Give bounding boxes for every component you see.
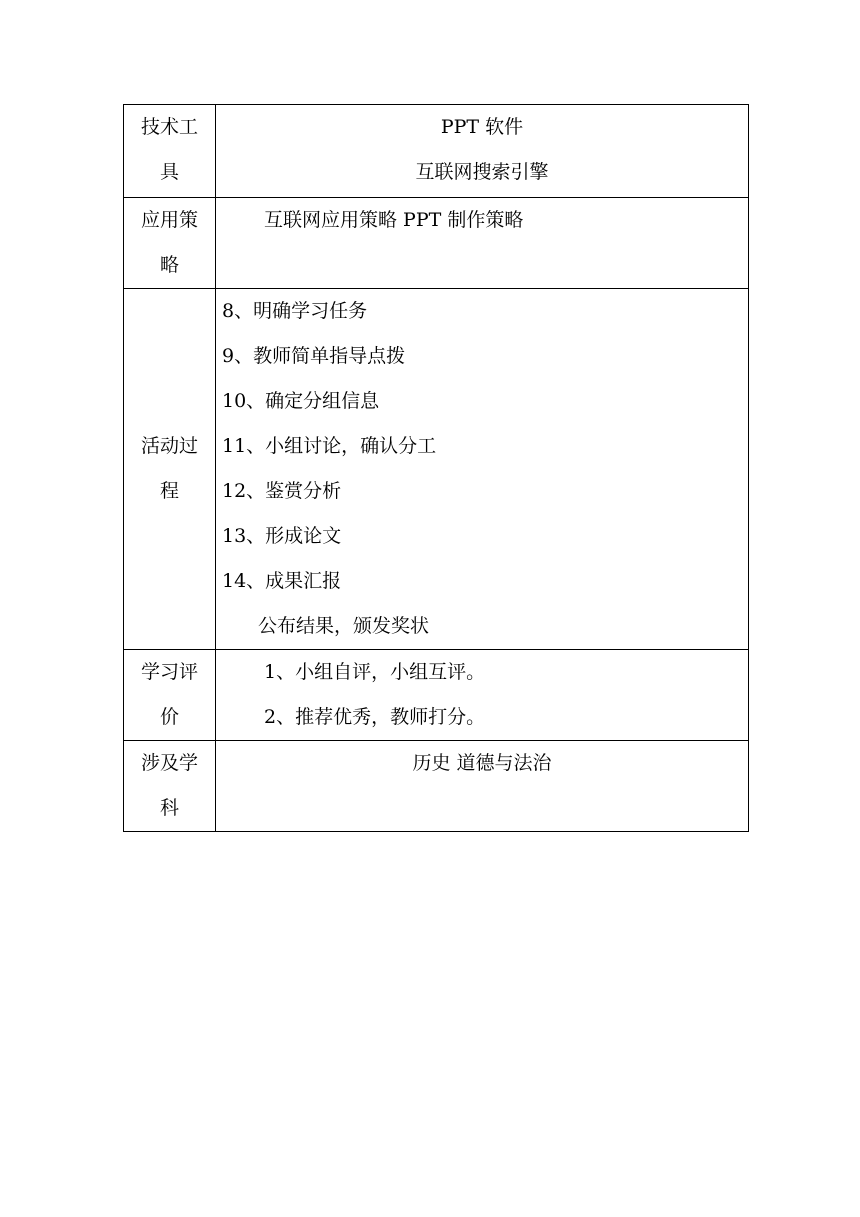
table-row-subjects (124, 741, 749, 832)
process-step: 11、小组讨论，确认分工 (222, 435, 437, 457)
row-content-cell (216, 741, 749, 832)
process-step: 10、确定分组信息 (222, 390, 380, 412)
row-label-line: 程 (159, 480, 179, 502)
row-label-line: 价 (159, 706, 179, 728)
process-step: 14、成果汇报 (222, 570, 342, 592)
process-step: 公布结果，颁发奖状 (258, 615, 430, 637)
row-label-line: 涉及学 (140, 752, 198, 774)
row-label-cell (124, 198, 216, 289)
row-label-line: 略 (159, 254, 179, 276)
lesson-plan-table (123, 104, 749, 832)
row-label-cell (124, 289, 216, 650)
row-content-cell (216, 105, 749, 198)
process-step: 13、形成论文 (222, 525, 342, 547)
row-content-cell (216, 198, 749, 289)
evaluation-item: 2、推荐优秀，教师打分。 (264, 706, 486, 728)
row-label-cell (124, 650, 216, 741)
table-row-strategy (124, 198, 749, 289)
subject-text: 历史 道德与法治 (412, 752, 552, 774)
row-label-line: 具 (159, 161, 179, 183)
tool-item: 互联网搜索引擎 (415, 161, 549, 183)
table-row-tools (124, 105, 749, 198)
process-step: 9、教师简单指导点拨 (222, 345, 406, 367)
process-step: 8、明确学习任务 (222, 300, 368, 322)
table-row-process (124, 289, 749, 650)
row-label-line: 活动过 (140, 435, 198, 457)
tool-item: PPT 软件 (440, 116, 524, 138)
row-label-line: 应用策 (140, 209, 198, 231)
row-label-line: 学习评 (140, 661, 198, 683)
row-label-line: 技术工 (140, 116, 198, 138)
row-label-line: 科 (159, 797, 179, 819)
row-label-cell (124, 105, 216, 198)
row-label-cell (124, 741, 216, 832)
row-content-cell (216, 650, 749, 741)
process-step: 12、鉴赏分析 (222, 480, 342, 502)
table-row-evaluation (124, 650, 749, 741)
row-content-cell (216, 289, 749, 650)
evaluation-item: 1、小组自评，小组互评。 (264, 661, 486, 683)
strategy-text: 互联网应用策略 PPT 制作策略 (264, 209, 524, 231)
